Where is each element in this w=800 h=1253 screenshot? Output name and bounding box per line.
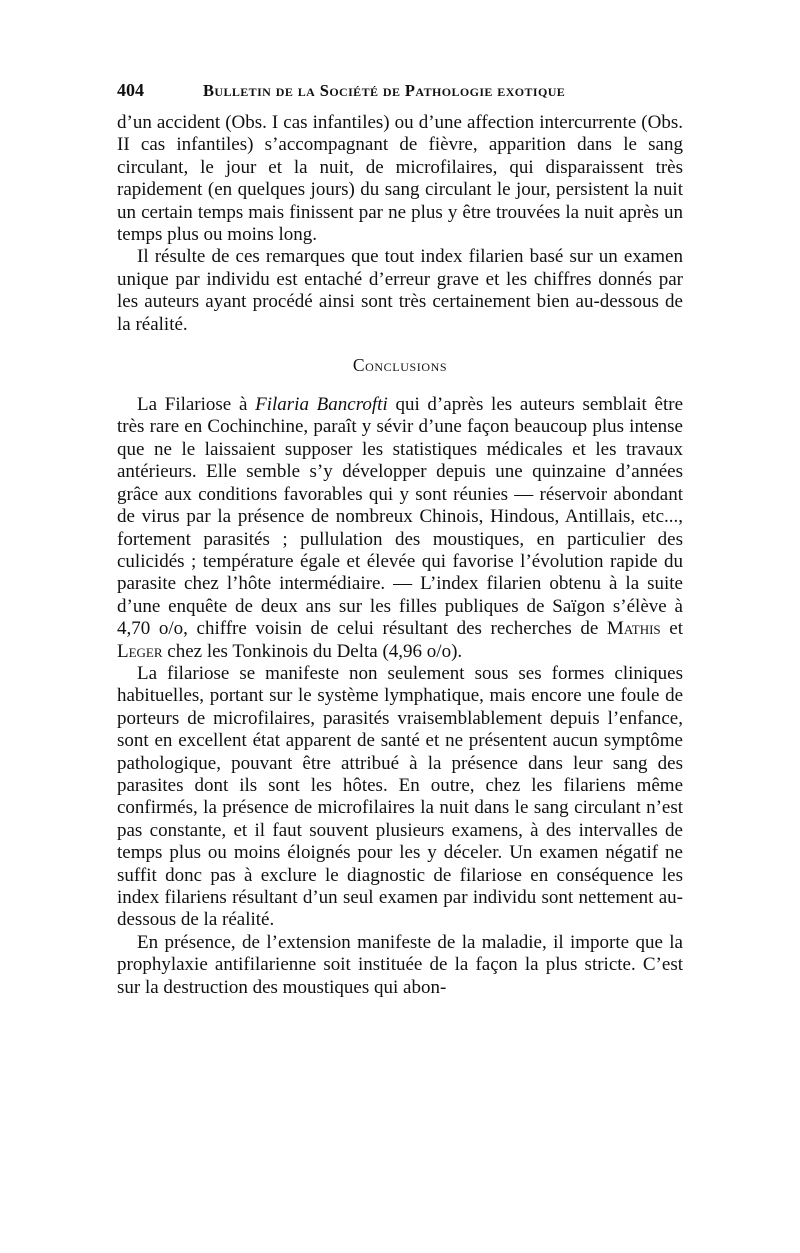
text-run: qui d’après les auteurs semblait être très rare en Cochinchine, paraît y sévir d’une façon beaucoup plus intense que ne le laissaient supposer les statistiques médicales et les travaux antérieurs. Elle semble s’y développer depuis une quinzaine d’années grâce aux conditions favorables qui y sont réunies — réservoir abondant de virus par la présence de nombreux Chinois, Hindous, Antillais, etc..., fortement parasités ; pullulation des moustiques, en particulier des culicidés ; température égale et élevée qui favorise l’évolution rapide du parasite chez l’hôte intermédiaire. — L’index filarien obtenu à la suite d’une enquête de deux ans sur les filles publiques de Saïgon s’élève à 4,70 o/o, chiffre voisin de celui résultant des recherches de: [117, 394, 684, 640]
paragraph-remarks: Il résulte de ces remarques que tout index filarien basé sur un examen unique par individu est entaché d’erreur grave et les chiffres donnés par les auteurs ayant procédé ainsi sont très certainement bien au-dessous de la réalité.: [117, 246, 683, 335]
author-name: Mathis: [606, 618, 661, 640]
species-name: Filaria Bancrofti: [255, 394, 388, 416]
page: [117, 80, 683, 999]
text-run: chez les Tonkinois du Delta (4,96 o/o).: [162, 640, 463, 662]
paragraph-conclusions-2: La filariose se manifeste non seulement sous ses formes cliniques habituelles, portant sur le système lymphatique, mais encore une foule de porteurs de microfilaires, parasités vraisemblablement depuis l’enfance, sont en excellent état apparent de santé et ne présentent aucun symptôme pathologique, pouvant être attribué à la présence dans leur sang des parasites dont ils sont les hôtes. En outre, chez les filariens même confirmés, la présence de microfilaires la nuit dans le sang circulant n’est pas constante, et il faut souvent plusieurs examens, à des intervalles de temps plus ou moins éloignés pour les y déceler. Un examen négatif ne suffit donc pas à exclure le diagnostic de filariose en conséquence les index filariens résultant d’un seul examen par individu sont nettement au-dessous de la réalité.: [117, 662, 683, 931]
paragraph-conclusions-3: En présence, de l’extension manifeste de la maladie, il importe que la prophylaxie antifilarienne soit instituée de la façon la plus stricte. C’est sur la destruction des moustiques qui abon-: [117, 931, 683, 998]
author-name: Leger: [117, 640, 163, 662]
text-run: et: [660, 618, 683, 640]
section-heading-conclusions: Conclusions: [352, 355, 448, 376]
text-run: La Filariose à: [137, 394, 256, 416]
paragraph-continuation: d’un accident (Obs. I cas infantiles) ou d’une affection intercurrente (Obs. II cas infantiles) s’accompagnant de fièvre, apparition dans le sang circulant, le jour et la nuit, de microfilaires, qui disparaissent très rapidement (en quelques jours) du sang circulant le jour, persistent la nuit un certain temps mais finissent par ne plus y être trouvées la nuit après un temps plus ou moins long.: [117, 112, 683, 246]
page-number: 404: [117, 80, 144, 100]
running-head: [117, 80, 683, 106]
journal-title: Bulletin de la Société de Pathologie exotique: [203, 81, 566, 100]
paragraph-conclusions-1: [117, 394, 683, 663]
